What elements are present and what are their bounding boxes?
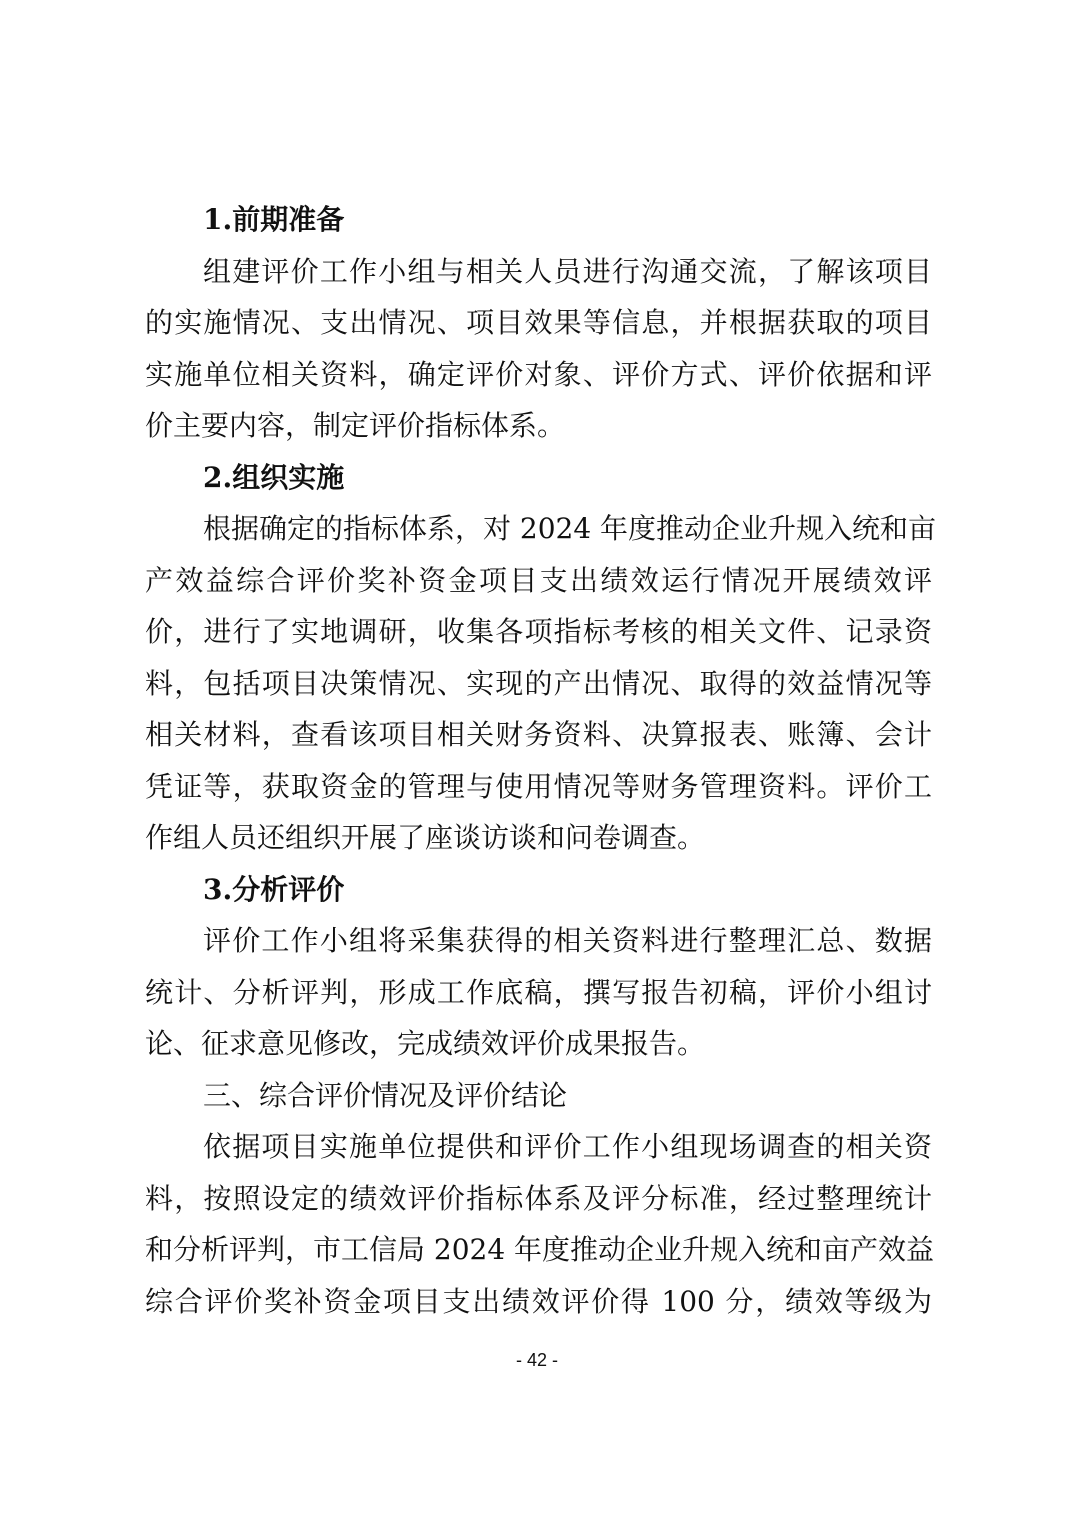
section-heading: 3.分析评价 [203, 872, 345, 906]
paragraph-line: 依据项目实施单位提供和评价工作小组现场调查的相关资 [203, 1130, 932, 1163]
paragraph-line: 和分析评判，市工信局 2024 年度推动企业升规入统和亩产效益 [145, 1233, 935, 1266]
paragraph-line: 根据确定的指标体系，对 2024 年度推动企业升规入统和亩 [203, 512, 937, 545]
document-body [145, 194, 937, 1327]
paragraph-line: 实施单位相关资料，确定评价对象、评价方式、评价依据和评 [145, 357, 932, 391]
paragraph-line: 凭证等，获取资金的管理与使用情况等财务管理资料。评价工 [145, 769, 932, 803]
chapter-heading: 三、综合评价情况及评价结论 [203, 1078, 568, 1112]
paragraph-line: 作组人员还组织开展了座谈访谈和问卷调查。 [145, 821, 706, 854]
paragraph-line: 料，按照设定的绩效评价指标体系及评分标准，经过整理统计 [145, 1181, 932, 1215]
paragraph-line: 的实施情况、支出情况、项目效果等信息，并根据获取的项目 [145, 306, 932, 339]
page-number: - 42 - [515, 1350, 558, 1370]
paragraph-line: 价，进行了实地调研，收集各项指标考核的相关文件、记录资 [145, 615, 932, 648]
paragraph-line: 统计、分析评判，形成工作底稿，撰写报告初稿，评价小组讨 [145, 975, 932, 1009]
paragraph-line: 料，包括项目决策情况、实现的产出情况、取得的效益情况等 [145, 666, 932, 700]
paragraph-line: 产效益综合评价奖补资金项目支出绩效运行情况开展绩效评 [145, 563, 932, 597]
paragraph-line: 论、征求意见修改，完成绩效评价成果报告。 [145, 1027, 706, 1060]
section-heading: 1.前期准备 [203, 203, 345, 236]
paragraph-line: 相关材料，查看该项目相关财务资料、决算报表、账簿、会计 [145, 718, 932, 751]
paragraph-line: 组建评价工作小组与相关人员进行沟通交流，了解该项目 [203, 254, 932, 288]
paragraph-line: 评价工作小组将采集获得的相关资料进行整理汇总、数据 [203, 924, 932, 957]
paragraph-line: 综合评价奖补资金项目支出绩效评价得 100 分，绩效等级为 [145, 1284, 932, 1318]
paragraph-line: 价主要内容，制定评价指标体系。 [145, 409, 566, 442]
section-heading: 2.组织实施 [203, 460, 345, 494]
